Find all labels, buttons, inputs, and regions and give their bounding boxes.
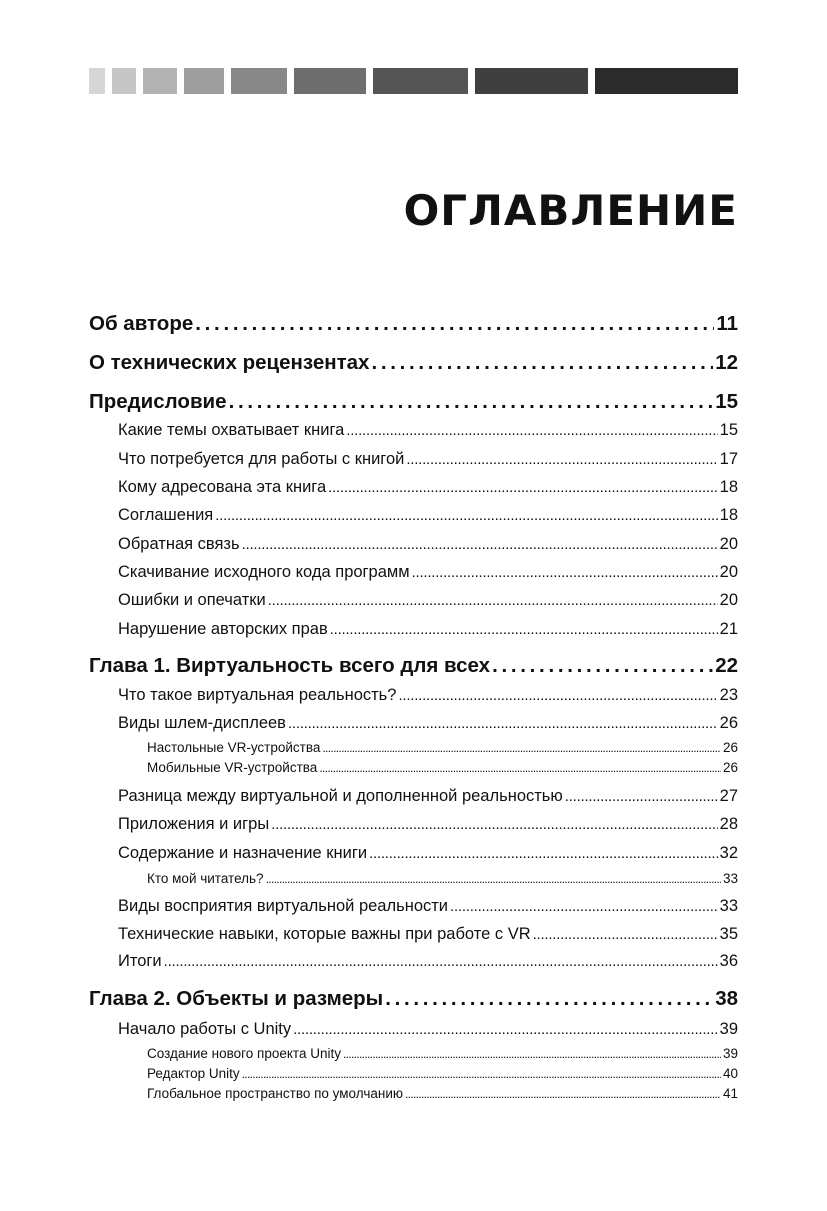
toc-entry-title: Редактор Unity	[147, 1066, 240, 1081]
toc-entry-page: 20	[719, 535, 738, 553]
toc-entry[interactable]	[118, 686, 738, 705]
toc-entry-page: 33	[722, 871, 738, 886]
toc-entry-page: 26	[719, 714, 738, 732]
dot-leader	[195, 312, 714, 336]
toc-entry-title: Виды восприятия виртуальной реальности	[118, 897, 449, 915]
toc-entry-title: О технических рецензентах	[89, 351, 370, 374]
toc-entry-title: Мобильные VR-устройства	[147, 760, 318, 775]
toc-entry-title: Кто мой читатель?	[147, 871, 264, 886]
toc-entry-page: 39	[722, 1046, 738, 1061]
toc-entry-title: Что потребуется для работы с книгой	[118, 450, 405, 468]
toc-entry-title: Содержание и назначение книги	[118, 844, 368, 862]
dot-leader	[328, 478, 718, 497]
dot-leader	[164, 952, 718, 971]
bar-segment	[231, 68, 287, 94]
toc-entry-title: Начало работы с Unity	[118, 1020, 292, 1038]
dot-leader	[288, 714, 718, 733]
toc-entry[interactable]	[147, 760, 738, 775]
toc-entry-page: 33	[719, 897, 738, 915]
dot-leader	[369, 844, 718, 863]
toc-entry-page: 26	[722, 760, 738, 775]
toc-entry[interactable]	[118, 506, 738, 525]
toc-entry[interactable]	[89, 987, 738, 1011]
dot-leader	[406, 450, 717, 469]
toc-entry-title: Об авторе	[89, 312, 194, 335]
dot-leader	[330, 620, 718, 639]
dot-leader	[271, 815, 717, 834]
toc-entry-title: Глобальное пространство по умолчанию	[147, 1086, 403, 1101]
toc-entry-page: 39	[719, 1020, 738, 1038]
toc-entry-title: Предисловие	[89, 390, 227, 413]
dot-leader	[371, 351, 713, 375]
bar-segment	[143, 68, 177, 94]
toc-entry-page: 15	[715, 390, 738, 413]
toc-entry-page: 28	[719, 815, 738, 833]
toc-entry-page: 27	[719, 787, 738, 805]
toc-entry-page: 26	[722, 740, 738, 755]
toc-entry-title: Обратная связь	[118, 535, 240, 553]
toc-entry-page: 40	[722, 1066, 738, 1081]
dot-leader	[346, 421, 717, 440]
toc-entry-page: 18	[719, 506, 738, 524]
toc-entry[interactable]	[118, 535, 738, 554]
toc-entry[interactable]	[147, 1066, 738, 1081]
toc-entry[interactable]	[118, 620, 738, 639]
toc-entry[interactable]	[89, 312, 738, 336]
toc-entry-page: 20	[719, 563, 738, 581]
toc-entry[interactable]	[147, 871, 738, 886]
toc-entry-title: Какие темы охватывает книга	[118, 421, 345, 439]
dot-leader	[319, 760, 721, 775]
bar-segment	[89, 68, 105, 94]
toc-entry-title: Настольные VR-устройства	[147, 740, 321, 755]
dot-leader	[229, 390, 714, 414]
toc-entry[interactable]	[147, 740, 738, 755]
toc-entry[interactable]	[89, 654, 738, 678]
dot-leader	[322, 740, 721, 755]
toc-entry-title: Разница между виртуальной и дополненной реальностью	[118, 787, 563, 805]
dot-leader	[242, 535, 718, 554]
toc-entry-page: 35	[719, 925, 738, 943]
toc-entry-title: Скачивание исходного кода программ	[118, 563, 410, 581]
dot-leader	[398, 686, 717, 705]
toc-entry-title: Глава 2. Объекты и размеры	[89, 987, 384, 1010]
toc-entry-page: 17	[719, 450, 738, 468]
toc-entry[interactable]	[118, 897, 738, 916]
toc-entry-title: Глава 1. Виртуальность всего для всех	[89, 654, 491, 677]
toc-entry[interactable]	[118, 1020, 738, 1039]
toc-entry[interactable]	[118, 421, 738, 440]
bar-segment	[294, 68, 366, 94]
toc-entry-page: 18	[719, 478, 738, 496]
toc-entry[interactable]	[118, 591, 738, 610]
toc-entry[interactable]	[89, 390, 738, 414]
bar-segment	[184, 68, 224, 94]
toc-entry-title: Виды шлем-дисплеев	[118, 714, 286, 732]
toc-entry-page: 36	[719, 952, 738, 970]
dot-leader	[266, 871, 721, 886]
toc-entry-page: 32	[719, 844, 738, 862]
dot-leader	[385, 987, 713, 1011]
dot-leader	[293, 1020, 718, 1039]
bar-segment	[595, 68, 738, 94]
toc-entry[interactable]	[118, 478, 738, 497]
toc-entry-title: Создание нового проекта Unity	[147, 1046, 341, 1061]
toc-entry-title: Что такое виртуальная реальность?	[118, 686, 397, 704]
dot-leader	[268, 591, 718, 610]
toc-entry[interactable]	[118, 563, 738, 582]
bar-segment	[112, 68, 136, 94]
toc-entry[interactable]	[118, 952, 738, 971]
toc-entry-title: Итоги	[118, 952, 162, 970]
toc-entry[interactable]	[118, 714, 738, 733]
toc-entry[interactable]	[147, 1086, 738, 1101]
toc-entry-title: Кому адресована эта книга	[118, 478, 327, 496]
toc-entry-title: Технические навыки, которые важны при работе с VR	[118, 925, 531, 943]
dot-leader	[405, 1086, 721, 1101]
toc-entry[interactable]	[147, 1046, 738, 1061]
toc-entry-page: 11	[716, 312, 738, 335]
toc-entry[interactable]	[118, 787, 738, 806]
dot-leader	[343, 1046, 721, 1061]
toc-entry-page: 23	[719, 686, 738, 704]
toc-entry-page: 12	[715, 351, 738, 374]
dot-leader	[242, 1066, 721, 1081]
toc-entry-page: 38	[715, 987, 738, 1010]
dot-leader	[565, 787, 718, 806]
toc-entry[interactable]	[118, 450, 738, 469]
bar-segment	[373, 68, 468, 94]
bar-segment	[475, 68, 588, 94]
toc-entry-page: 22	[715, 654, 738, 677]
toc-entry-title: Ошибки и опечатки	[118, 591, 266, 609]
toc-entry[interactable]	[118, 815, 738, 834]
toc-entry[interactable]	[89, 351, 738, 375]
toc-entry-page: 21	[719, 620, 738, 638]
toc-entry[interactable]	[118, 844, 738, 863]
toc-entry-title: Соглашения	[118, 506, 214, 524]
dot-leader	[215, 506, 717, 525]
dot-leader	[492, 654, 713, 678]
toc-entry-page: 20	[719, 591, 738, 609]
toc-entry-page: 41	[722, 1086, 738, 1101]
dot-leader	[450, 897, 718, 916]
decorative-header-bar	[89, 68, 738, 94]
page-title: ОГЛАВЛЕНИЕ	[403, 186, 738, 235]
toc-entry-title: Приложения и игры	[118, 815, 270, 833]
toc-entry[interactable]	[118, 925, 738, 944]
toc-entry-page: 15	[719, 421, 738, 439]
toc-entry-title: Нарушение авторских прав	[118, 620, 328, 638]
dot-leader	[412, 563, 718, 582]
dot-leader	[533, 925, 718, 944]
